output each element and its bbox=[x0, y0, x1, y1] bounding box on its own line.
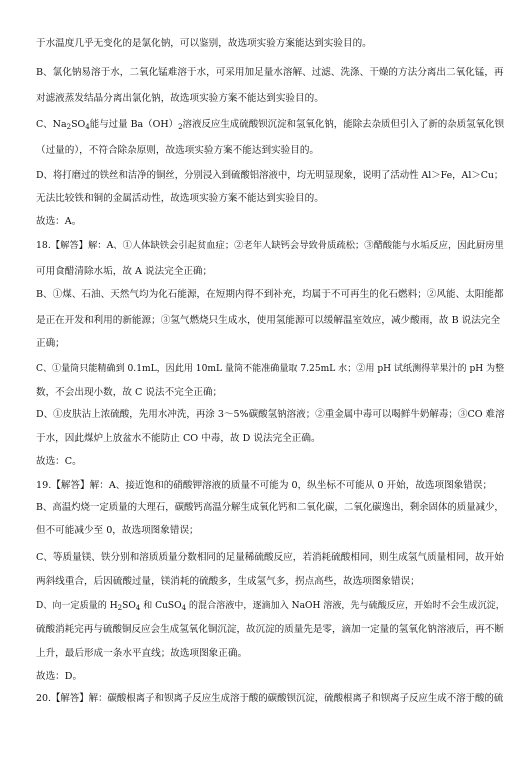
text-run: B、高温灼烧一定质量的大理石，碳酸钙高温分解生成氧化钙和二氧化碳，二氧化碳逸出，剩余固体的质量减少， bbox=[36, 502, 504, 513]
text-run: SO bbox=[122, 601, 136, 611]
text-run: 上升，最后形成一条水平直线；故选项图象正确。 bbox=[36, 648, 248, 659]
text-line bbox=[36, 576, 420, 588]
text-run: 和 CuSO bbox=[140, 601, 182, 611]
text-run: 是正在开发和利用的新能源；③氢气燃烧只生成水，使用氢能源可以缓解温室效应，减少酸雨，故 B 说法完全 bbox=[36, 315, 501, 326]
text-run: （过量的），不符合除杂原则，故选项实验方案不能达到实验目的。 bbox=[36, 145, 320, 156]
text-line bbox=[36, 363, 504, 375]
text-run: D、向一定质量的 H bbox=[36, 601, 118, 611]
subscript: 2 bbox=[66, 123, 72, 131]
subscript: 4 bbox=[85, 123, 90, 131]
text-run: 的混合溶液中，逐滴加入 NaOH 溶液，先与硫酸反应，开始时不会生成沉淀， bbox=[186, 601, 505, 611]
text-line bbox=[36, 433, 321, 445]
text-line bbox=[36, 456, 82, 468]
text-line bbox=[36, 93, 324, 105]
text-run: 故选：D。 bbox=[36, 671, 83, 682]
text-run: C、Na bbox=[36, 119, 67, 130]
text-line bbox=[36, 387, 222, 399]
text-run: 两斜线重合，后因硫酸过量，镁消耗的硫酸多，生成氢气多，拐点高些，故选项图象错误； bbox=[36, 576, 420, 587]
text-line bbox=[36, 624, 504, 636]
text-run: B、①煤、石油、天然气均为化石能源，在短期内得不到补充，均属于不可再生的化石燃料；②风能、太阳能都 bbox=[36, 289, 504, 300]
text-line bbox=[36, 67, 504, 79]
text-line bbox=[36, 170, 503, 182]
text-line bbox=[36, 338, 65, 350]
text-run: 于水温度几乎无变化的是氯化钠，可以鉴别，故选项实验方案能达到实验目的。 bbox=[36, 38, 372, 49]
text-run: C、①量筒只能精确到 0.1mL，因此用 10mL 量筒不能准确量取 7.25mL 水；②用 pH 试纸测得苹果汁的 pH 为整 bbox=[36, 364, 505, 374]
text-line bbox=[36, 648, 247, 660]
text-run: 数，不会出现小数，故 C 说法不完全正确； bbox=[36, 387, 223, 398]
text-line bbox=[36, 266, 212, 278]
text-line bbox=[36, 38, 372, 50]
text-run: 18.【解答】解：A、①人体缺铁会引起贫血症；②老年人缺钙会导致骨质疏松；③醋酸能与水垢反应，因此厨房里 bbox=[36, 240, 504, 251]
text-run: 于水，因此煤炉上放盆水不能防止 CO 中毒，故 D 说法完全正确。 bbox=[36, 433, 321, 444]
text-run: 对滤液蒸发结晶分离出氯化钠，故选项实验方案不能达到实验目的。 bbox=[36, 93, 324, 104]
text-run: D、①皮肤沾上浓硫酸，先用水冲洗，再涂 3～5%碳酸氢钠溶液；②重金属中毒可以喝鲜牛奶解毒；③CO 难溶 bbox=[36, 409, 505, 420]
text-run: 19.【解答】解：A、接近饱和的硝酸钾溶液的质量不可能为 0，纵坐标不可能从 0 开始，故选项图象错误； bbox=[36, 480, 493, 491]
text-line bbox=[36, 552, 504, 564]
text-run: 可用食醋清除水垢，故 A 说法完全正确； bbox=[36, 266, 213, 277]
text-line bbox=[36, 693, 503, 705]
text-line bbox=[36, 600, 505, 612]
text-run: 20.【解答】解：碳酸根离子和钡离子反应生成溶于酸的碳酸钡沉淀，硫酸根离子和钡离子反应生成不溶于酸的硫 bbox=[36, 693, 504, 704]
text-line bbox=[36, 216, 81, 228]
text-line bbox=[36, 480, 492, 492]
text-line bbox=[36, 315, 500, 327]
text-line bbox=[36, 289, 504, 301]
subscript: 4 bbox=[135, 604, 141, 612]
text-line bbox=[36, 119, 504, 131]
text-run: 故选：A。 bbox=[36, 216, 82, 227]
text-run: B、氯化钠易溶于水，二氧化锰难溶于水，可采用加足量水溶解、过滤、洗涤、干燥的方法分离出二氧化锰，再 bbox=[36, 67, 504, 78]
text-line bbox=[36, 671, 82, 683]
text-run: 溶液反应生成硫酸钡沉淀和氢氧化钠，能除去杂质但引入了新的杂质氢氧化钡 bbox=[182, 119, 504, 130]
subscript: 4 bbox=[181, 604, 187, 612]
text-line bbox=[36, 525, 199, 537]
text-line bbox=[36, 240, 504, 252]
text-run: 故选：C。 bbox=[36, 456, 82, 467]
subscript: 2 bbox=[178, 123, 183, 131]
text-run: SO bbox=[71, 119, 86, 130]
text-run: D、将打磨过的铁丝和洁净的铜丝，分别浸入到硫酸铝溶液中，均无明显现象，说明了活动性 Al＞Fe，Al＞Cu； bbox=[36, 170, 504, 181]
text-line bbox=[36, 193, 324, 205]
text-run: 能与过量 Ba（OH） bbox=[89, 119, 179, 130]
text-run: C、等质量镁、铁分别和溶质质量分数相同的足量稀硫酸反应，若消耗硫酸相同，则生成氢气质量相同，故开始 bbox=[36, 552, 504, 563]
text-run: 正确； bbox=[36, 338, 65, 349]
text-run: 硫酸消耗完再与硫酸铜反应会生成氢氧化铜沉淀，故沉淀的质量先是零，滴加一定量的氢氧化钠溶液后，再不断 bbox=[36, 624, 504, 635]
text-line bbox=[36, 502, 504, 514]
subscript: 2 bbox=[117, 604, 123, 612]
text-run: 无法比较铁和铜的金属活动性，故选项实验方案不能达到实验目的。 bbox=[36, 193, 324, 204]
text-run: 但不可能减少至 0，故选项图象错误； bbox=[36, 525, 199, 536]
text-line bbox=[36, 145, 319, 157]
text-line bbox=[36, 409, 505, 421]
